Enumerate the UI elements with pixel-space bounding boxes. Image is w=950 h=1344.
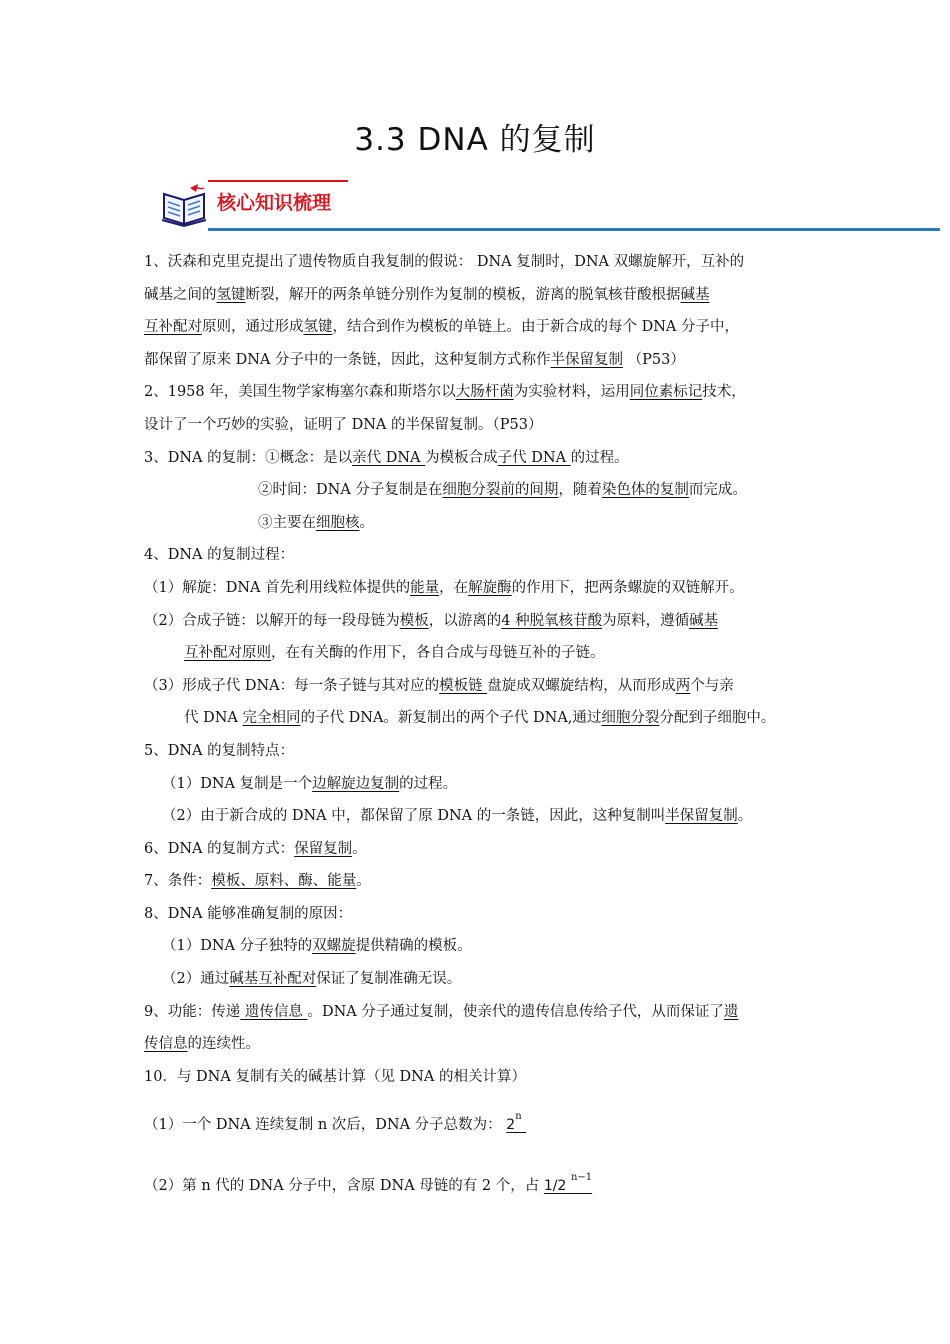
text: 1、沃森和克里克提出了遗传物质自我复制的假说： DNA 复制时，DNA 双螺旋解开，互补的 [144,254,745,270]
answer: 互补配对 [144,319,202,336]
item-2-line-1 [144,376,810,409]
item-1-line-4 [144,344,810,377]
item-3-line-2 [144,474,810,507]
item-1-line-1 [144,246,810,279]
text: （P53） [623,351,685,368]
answer: 子代 DNA [497,449,571,466]
text: 的过程。 [399,775,458,792]
item-4-step-2 [144,605,810,638]
answer: 大肠杆菌 [455,384,514,401]
text: 碱基之间的 [144,286,217,303]
open-book-icon [160,182,210,228]
item-2-line-2 [144,409,810,442]
header-rule [208,228,940,231]
item-4-step-3-cont [144,702,810,735]
answer: 模板 [399,612,429,629]
text: 个与亲 [690,677,734,694]
text: ，以游离的 [428,612,502,629]
text: 。 [356,873,371,890]
answer: 遗传信息 [240,1003,308,1020]
answer: 碱基互补配对 [229,971,317,988]
formula-base: 2 [506,1117,516,1134]
answer: 模板、原料、酶、能量 [211,873,357,890]
text: 。 [359,514,374,531]
answer: 4 种脱氧核苷酸 [501,612,603,629]
item-8-point-1 [144,930,810,963]
answer: 解旋酶 [468,579,512,596]
text: 而完成。 [688,482,747,499]
text: 。DNA 分子通过复制，使亲代的遗传信息传给子代，从而保证了 [307,1003,724,1020]
section-title: 核心知识梳理 [217,192,332,214]
text: 断裂，解开的两条单链分别作为复制的模板，游离的脱氧核苷酸根据 [245,286,681,303]
item-1-line-2 [144,279,810,312]
text: 的连续性。 [187,1036,260,1053]
formula-base: 1/2 [543,1178,567,1195]
text: 提供精确的模板。 [355,938,472,955]
answer: 氢键 [303,319,333,336]
text: ，随着 [558,482,602,499]
text: （1）DNA 分子独特的 [162,938,313,955]
text: 为原料，遵循 [602,612,690,629]
item-8-point-2 [144,963,810,996]
item-6 [144,833,810,866]
answer: 半保留复制 [550,351,624,368]
answer: 边解旋边复制 [312,775,400,792]
text: 的作用下，把两条螺旋的双链解开。 [511,579,744,596]
item-7 [144,865,810,898]
answer: 传信息 [144,1036,188,1053]
text: 6、DNA 的复制方式： [144,840,295,857]
answer: 染色体的复制 [601,482,689,499]
text: 的子代 DNA。新复制出的两个子代 DNA,通过 [300,710,602,727]
text: （1）一个 DNA 连续复制 n 次后，DNA 分子总数为： [144,1117,507,1134]
text: （2）第 n 代的 DNA 分子中，含原 DNA 母链的有 2 个，占 [144,1178,544,1195]
answer: 能量 [410,579,440,596]
item-4-heading [144,539,810,572]
text: （2）通过 [162,971,230,988]
text: 3、DNA 的复制：①概念：是以 [144,449,353,466]
item-5-point-1 [144,768,810,801]
text: ，在有关酶的作用下，各自合成与母链互补的子链。 [271,645,605,662]
text: 保证了复制准确无误。 [316,971,462,988]
item-10-formula-2 [144,1162,810,1203]
text: 设计了一个巧妙的实验，证明了 DNA 的半保留复制。（P53） [144,416,543,433]
page-title: 3.3 DNA 的复制 [354,122,596,158]
answer: 保留复制 [294,840,353,857]
item-9-line-1 [144,996,810,1029]
item-4-step-2-cont [144,637,810,670]
text: 7、条件： [144,873,212,890]
answer: 同位素标记 [629,384,703,401]
answer: 细胞分裂 [601,710,660,727]
text: 10．与 DNA 复制有关的碱基计算（见 DNA 的相关计算） [144,1068,526,1085]
item-1-line-3 [144,311,810,344]
text: （1）解旋：DNA 首先利用线粒体提供的 [144,579,411,596]
section-header [160,180,940,236]
answer: 氢键 [216,286,246,303]
header-accent-line [208,180,348,182]
answer: 碱基 [689,612,719,629]
text: （1）DNA 复制是一个 [162,775,313,792]
item-4-step-1 [144,572,810,605]
text: （2）由于新合成的 DNA 中，都保留了原 DNA 的一条链，因此，这种复制叫 [162,808,666,825]
answer: 遗 [723,1003,739,1020]
answer: 细胞核 [316,514,360,531]
text: 5、DNA 的复制特点： [144,742,295,759]
item-9-line-2 [144,1028,810,1061]
text: 代 DNA [184,710,243,727]
answer: 半保留复制 [665,808,738,825]
text: ，结合到作为模板的单链上。由于新合成的每个 DNA 分子中， [332,319,740,336]
answer: 两 [675,677,691,694]
text: 分配到子细胞中。 [659,710,776,727]
answer: 互补配对原则 [184,645,271,662]
text: 都保留了原来 DNA 分子中的一条链，因此，这种复制方式称作 [144,351,551,368]
text: （2）合成子链：以解开的每一段母链为 [144,612,400,629]
formula-answer [506,1111,526,1134]
answer: 完全相同 [242,710,301,727]
text: 8、DNA 能够准确复制的原因： [144,905,353,922]
formula-answer [543,1172,593,1195]
formula-exponent: n−1 [570,1172,593,1184]
item-10-formula-1 [144,1101,810,1142]
item-3-line-3 [144,507,810,540]
text: 原则，通过形成 [202,319,304,336]
item-5-heading [144,735,810,768]
text: 的过程。 [570,449,629,466]
text: 9、功能：传递 [144,1003,241,1020]
text: 盘旋成双螺旋结构，从而形成 [487,677,676,694]
item-3-line-1 [144,442,810,475]
text: 。 [737,808,753,825]
text: ③主要在 [258,514,316,531]
answer: 双螺旋 [312,938,356,955]
item-4-step-3 [144,670,810,703]
text: ②时间：DNA 分子复制是在 [258,482,443,499]
text: 为实验材料，运用 [513,384,630,401]
formula-exponent: n [515,1111,522,1123]
text: （3）形成子代 DNA：每一条子链与其对应的 [144,677,440,694]
item-5-point-2 [144,800,810,833]
answer: 模板链 [439,677,488,694]
answer: 细胞分裂前的间期 [442,482,559,499]
item-8-heading [144,898,810,931]
answer: 亲代 DNA [352,449,426,466]
notes-content [144,246,810,1203]
text: 2、1958 年，美国生物学家梅塞尔森和斯塔尔以 [144,384,456,401]
text: ，在 [439,579,469,596]
text: 。 [352,840,367,857]
answer: 碱基 [680,286,710,303]
text: 为模板合成 [425,449,498,466]
text: 技术， [702,384,746,401]
text: 4、DNA 的复制过程： [144,547,295,564]
item-10-heading [144,1061,810,1094]
